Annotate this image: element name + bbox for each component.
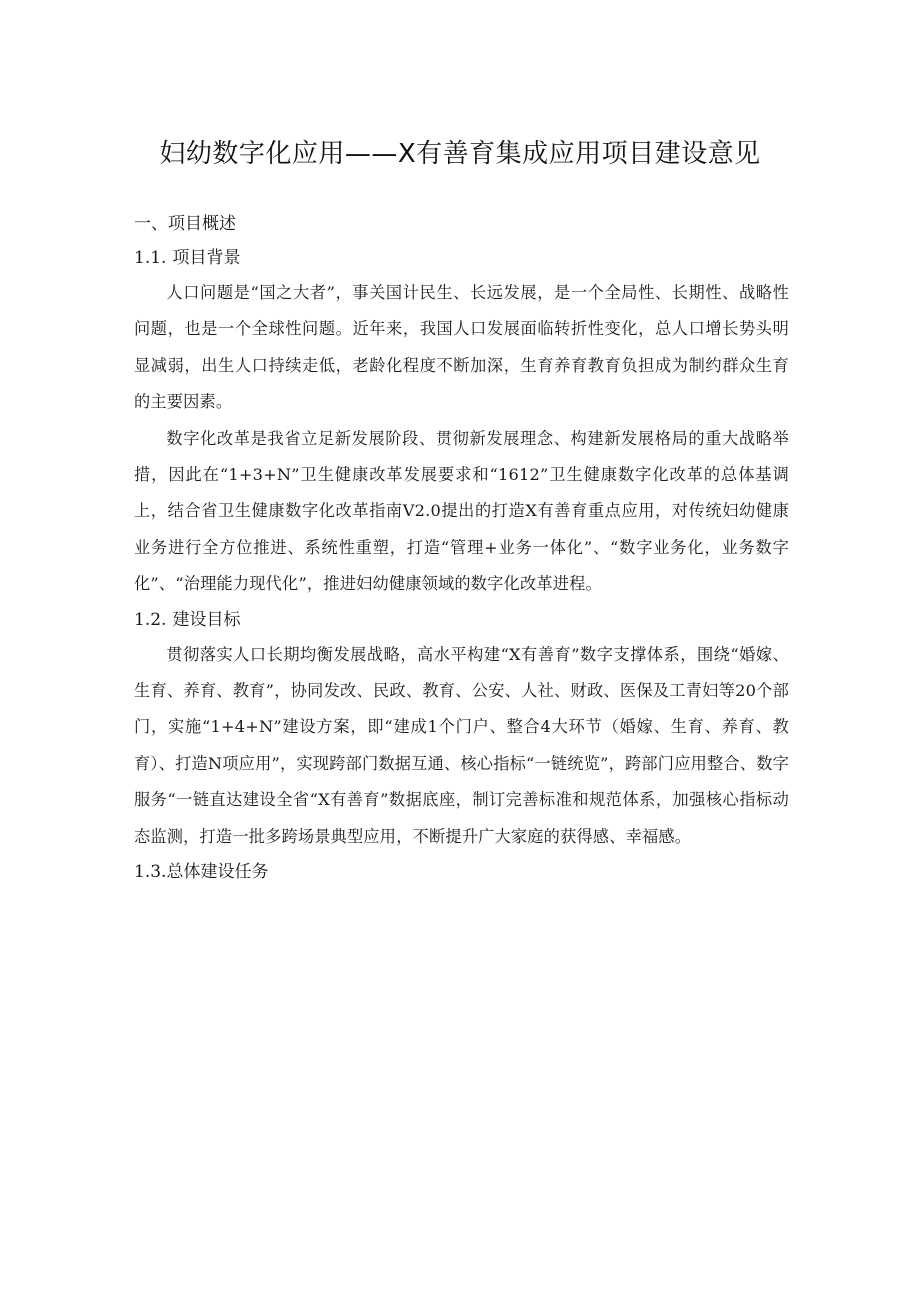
paragraph-population: 人口问题是“国之大者”，事关国计民生、长远发展，是一个全局性、长期性、战略性问题，也是一个全球性问题。近年来，我国人口发展面临转折性变化，总人口增长势头明显减弱，出生人口持续走低，老龄化程度不断加深，生育养育教育负担成为制约群众生育的主要因素。 [134,283,789,412]
subsection-heading-tasks: 1.3.总体建设任务 [134,862,269,883]
subsection-title: 建设目标 [172,609,241,630]
document-body [134,207,789,889]
section-heading-overview: 一、项目概述 [134,214,236,234]
subsection-title: 项目背景 [172,248,241,268]
subsection-number: 1.1. [134,248,167,268]
paragraph-goals: 贯彻落实人口长期均衡发展战略，高水平构建“X有善育”数字支撑体系，围绕“婚嫁、生育、养育、教育”，协同发改、民政、教育、公安、人社、财政、医保及工青妇等20个部门，实施“1+4+N”建设方案，即“建成1个门户、整合4大环节（婚嫁、生育、养育、教育）、打造N项应用”，实现跨部门数据互通、核心指标“一链统览”，跨部门应用整合、数字服务“一链直达建设全省“X有善育”数据底座，制订完善标准和规范体系，加强核心指标动态监测，打造一批多跨场景典型应用，不断提升广大家庭的获得感、幸福感。 [134,644,789,846]
subsection-number: 1.2. [134,609,167,630]
subsection-heading-background [134,241,789,275]
document-title: 妇幼数字化应用——X有善育集成应用项目建设意见 [159,139,761,169]
paragraph-digital-reform: 数字化改革是我省立足新发展阶段、贯彻新发展理念、构建新发展格局的重大战略举措，因此在“1+3+N”卫生健康改革发展要求和“1612”卫生健康数字化改革的总体基调上，结合省卫生健康数字化改革指南V2.0提出的打造X有善育重点应用，对传统妇幼健康业务进行全方位推进、系统性重塑，打造“管理+业务一体化”、“数字业务化，业务数字化”、“治理能力现代化”，推进妇幼健康领域的数字化改革进程。 [134,428,789,594]
subsection-heading-goals [134,603,789,637]
